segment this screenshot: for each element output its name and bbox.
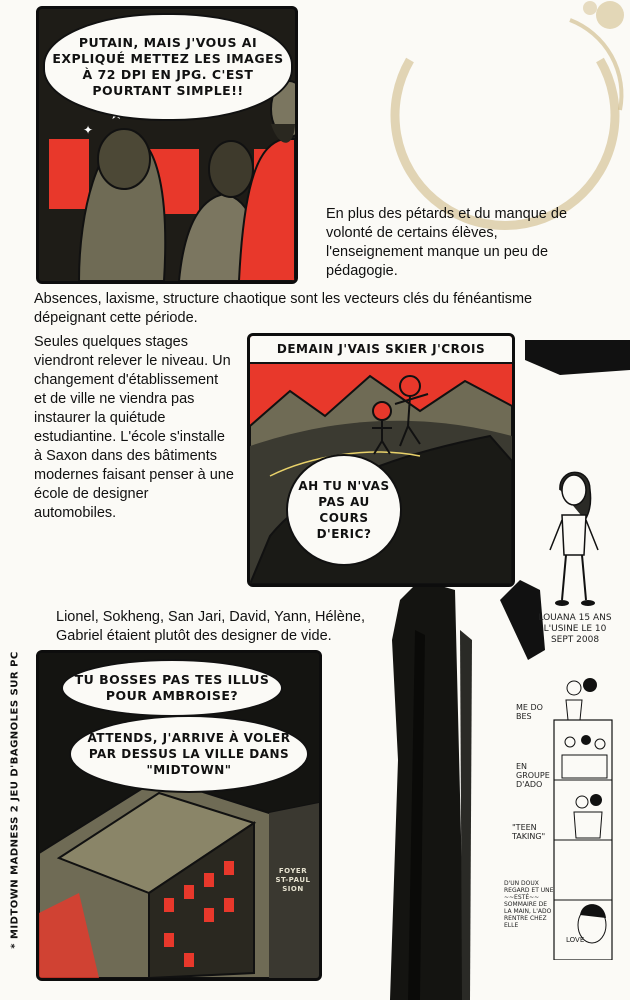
caption-box-skiing (250, 336, 512, 364)
sketch-label-2: EN GROUPE D'ADO (516, 762, 550, 789)
narrative-text-pedagogy: En plus des pétards et du manque de volonté de certains élèves, l'enseignement manque un peu de pédagogie. (326, 206, 568, 279)
speech-bubble-illus (61, 659, 283, 717)
sketch-label-5: LOVE (566, 936, 585, 944)
speech-bubble-eric (286, 454, 402, 566)
sketch-strip (504, 660, 614, 960)
comic-panel-skiing (247, 333, 515, 587)
vertical-side-note-text: * MIDTOWN MADNESS 2 JEU D'BAGNOLES SUR PC (9, 651, 21, 949)
sketch-label-1: ME DO BES (516, 703, 543, 721)
speech-text-illus: TU BOSSES PAS TES ILLUS POUR AMBROISE? (74, 672, 270, 703)
sketch-caption-louana: LOUANA 15 ANS L'USINE LE 10 SEPT 2008 (538, 613, 612, 645)
narrative-text-stages: Seules quelques stages viendront relever le niveau. Un changement d'établissement et de ville ne viendra pas instaurer la quiétude estudiantine. L'école s'installe à Saxon dans des bâtiments modernes faisant penser à une école de designer automobiles. (34, 334, 234, 521)
comic-panel-midtown (36, 650, 322, 981)
narrative-text-designers: Lionel, Sokheng, San Jari, David, Yann, Hélène, Gabriel étaient plutôt des designer de vide. (56, 609, 365, 644)
speech-text-midtown: ATTENDS, J'ARRIVE À VOLER PAR DESSUS LA VILLE DANS "MIDTOWN" (87, 731, 291, 777)
sketch-label-3: "TEEN TAKING" (512, 823, 546, 841)
comic-panel-classroom (36, 6, 298, 284)
vertical-side-note (0, 600, 30, 1000)
narrative-text-absences: Absences, laxisme, structure chaotique sont les vecteurs clés du fénéantisme dépeignant cette période. (34, 291, 533, 326)
coffee-stain-decoration (370, 0, 630, 230)
sign-foyer: FOYER ST-PAUL SION (275, 867, 311, 893)
speech-text-teacher: PUTAIN, MAIS J'VOUS AI EXPLIQUÉ METTEZ LES IMAGES À 72 DPI EN JPG. C'EST POURTANT SIMPLE!! (52, 35, 284, 98)
speech-bubble-midtown (69, 715, 309, 793)
svg-text:✦: ✦ (83, 123, 94, 137)
sketch-label-4: D'UN DOUX REGARD ET UNE ~~ESTÉ~~ SOMMAIRE DE LA MAIN, L'ADO RENTRE CHEZ ELLE (504, 880, 554, 929)
sketch-strip-drawings (552, 660, 614, 960)
speech-text-eric: AH TU N'VAS PAS AU COURS D'ERIC? (298, 479, 390, 541)
louana-sketch-figure (540, 460, 610, 610)
speech-bubble-teacher (43, 13, 293, 121)
caption-text-skiing: DEMAIN J'VAIS SKIER J'CROIS (276, 342, 486, 356)
